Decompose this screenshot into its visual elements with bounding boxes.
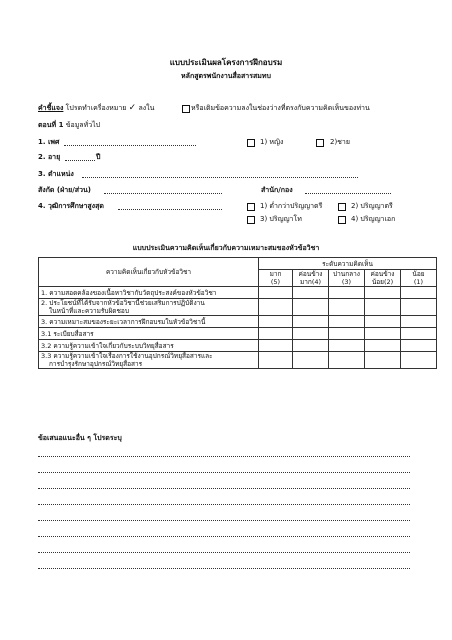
- rating-cell[interactable]: [365, 328, 401, 340]
- edu-doctorate-label: 4) ปริญญาเอก: [351, 215, 396, 223]
- rating-cell[interactable]: [293, 287, 329, 299]
- part1-heading-label: ตอนที่ 1: [38, 121, 64, 129]
- rating-cell[interactable]: [401, 352, 437, 369]
- row-label: 2. ประโยชน์ที่ได้รับจากหัวข้อวิชานี้ช่วยเสริมการปฏิบัติงาน ในหน้าที่และความรับผิดชอบ: [39, 299, 259, 316]
- edu-master-checkbox[interactable]: [247, 216, 255, 224]
- rating-cell[interactable]: [365, 287, 401, 299]
- suggestions-line[interactable]: [38, 488, 410, 489]
- rating-cell[interactable]: [401, 328, 437, 340]
- table-header-row: [39, 258, 437, 270]
- rating-cell[interactable]: [293, 352, 329, 369]
- rating-cell[interactable]: [329, 316, 365, 328]
- rating-cell[interactable]: [293, 316, 329, 328]
- gender-male-checkbox[interactable]: [316, 139, 324, 147]
- rating-cell[interactable]: [401, 316, 437, 328]
- q3-position-label: 3. ตำแหน่ง: [38, 170, 74, 178]
- table-row: [39, 328, 437, 340]
- table-row: [39, 352, 437, 369]
- part1-heading-rest: ข้อมูลทั่วไป: [65, 121, 101, 129]
- evaluation-table: [38, 257, 437, 369]
- rating-cell[interactable]: [329, 352, 365, 369]
- suggestions-line[interactable]: [38, 472, 410, 473]
- level-3-header: ปานกลาง (3): [329, 270, 365, 287]
- rating-cell[interactable]: [259, 316, 293, 328]
- rating-cell[interactable]: [259, 352, 293, 369]
- checkmark-icon: ✓: [128, 103, 137, 113]
- q4-education-label: 4. วุฒิการศึกษาสูงสุด: [38, 202, 104, 210]
- q4-dotted-line: [118, 202, 222, 210]
- form-title: แบบประเมินผลโครงการฝึกอบรม: [169, 58, 283, 67]
- rating-cell[interactable]: [401, 299, 437, 316]
- rating-cell[interactable]: [365, 352, 401, 369]
- table-row: [39, 340, 437, 352]
- suggestions-line[interactable]: [38, 552, 410, 553]
- table-row: [39, 299, 437, 316]
- rating-cell[interactable]: [259, 299, 293, 316]
- rating-cell[interactable]: [365, 340, 401, 352]
- edu-bachelor-label: 2) ปริญญาตรี: [351, 202, 393, 210]
- rating-cell[interactable]: [329, 287, 365, 299]
- rating-cell[interactable]: [401, 340, 437, 352]
- office-input[interactable]: [305, 186, 391, 194]
- edu-bachelor-checkbox[interactable]: [338, 203, 346, 211]
- row-label: 3.3 ความรู้ความเข้าใจเรื่องการใช้งานอุปกรณ์วิทยุสื่อสารและ การบำรุงรักษาอุปกรณ์วิทยุสื่อสาร: [39, 352, 259, 369]
- level-header: ระดับความคิดเห็น: [259, 258, 437, 270]
- rating-cell[interactable]: [401, 287, 437, 299]
- rating-cell[interactable]: [293, 299, 329, 316]
- rating-cell[interactable]: [329, 299, 365, 316]
- rating-cell[interactable]: [259, 340, 293, 352]
- edu-master-label: 3) ปริญญาโท: [260, 215, 302, 223]
- gender-male-label: 2)ชาย: [330, 138, 350, 146]
- q2-age-label: 2. อายุ: [38, 153, 61, 161]
- suggestions-line[interactable]: [38, 504, 410, 505]
- suggestions-line[interactable]: [38, 456, 410, 457]
- age-unit: ปี: [96, 153, 101, 161]
- table-row: [39, 316, 437, 328]
- instructions: [38, 104, 154, 113]
- rating-cell[interactable]: [329, 340, 365, 352]
- affiliation-label: สังกัด (ฝ่าย/ส่วน): [38, 186, 91, 194]
- suggestions-line[interactable]: [38, 520, 410, 521]
- rating-cell[interactable]: [259, 287, 293, 299]
- rating-cell[interactable]: [329, 328, 365, 340]
- q1-dotted-line: [64, 138, 196, 146]
- q1-gender-label: 1. เพศ: [38, 138, 60, 146]
- suggestions-line[interactable]: [38, 536, 410, 537]
- rating-cell[interactable]: [365, 316, 401, 328]
- row-label: 3.2 ความรู้ความเข้าใจเกี่ยวกับระบบวิทยุสื่อสาร: [39, 340, 259, 352]
- rating-cell[interactable]: [365, 299, 401, 316]
- position-input[interactable]: [82, 170, 358, 178]
- form-subtitle: หลักสูตรพนักงานสื่อสารสมทบ: [181, 72, 271, 80]
- row-label: 3.1 ระเบียบสื่อสาร: [39, 328, 259, 340]
- suggestions-label: ข้อเสนอแนะอื่น ๆ โปรดระบุ: [38, 434, 122, 442]
- office-label: สำนัก/กอง: [261, 186, 293, 194]
- row-label: 1. ความสอดคล้องของเนื้อหาวิชากับวัตถุประสงค์ของหัวข้อวิชา: [39, 287, 259, 299]
- instructions-label: คำชี้แจง: [38, 104, 64, 112]
- row-label: 3. ความเหมาะสมของระยะเวลาการฝึกอบรมในหัวข้อวิชานี้: [39, 316, 259, 328]
- instructions-text-3: หรือเติมข้อความลงในช่องว่างที่ตรงกับความคิดเห็นของท่าน: [191, 104, 370, 112]
- level-5-header: มาก (5): [259, 270, 293, 287]
- checkbox-sample-icon: [182, 105, 190, 113]
- rating-cell[interactable]: [293, 340, 329, 352]
- topic-header: ความคิดเห็นเกี่ยวกับหัวข้อวิชา: [39, 258, 259, 287]
- evaluation-title: แบบประเมินความคิดเห็นเกี่ยวกับความเหมาะสมของหัวข้อวิชา: [132, 244, 320, 252]
- gender-female-checkbox[interactable]: [247, 139, 255, 147]
- edu-below-bachelor-label: 1) ต่ำกว่าปริญญาตรี: [260, 202, 323, 210]
- level-2-header: ค่อนข้าง น้อย(2): [365, 270, 401, 287]
- edu-doctorate-checkbox[interactable]: [338, 216, 346, 224]
- rating-cell[interactable]: [259, 328, 293, 340]
- age-input[interactable]: [65, 153, 95, 161]
- instructions-text-2: ลงใน: [138, 104, 155, 112]
- affiliation-input[interactable]: [104, 186, 222, 194]
- suggestions-line[interactable]: [38, 568, 410, 569]
- level-1-header: น้อย (1): [401, 270, 437, 287]
- rating-cell[interactable]: [293, 328, 329, 340]
- edu-below-bachelor-checkbox[interactable]: [247, 203, 255, 211]
- instructions-text-1: โปรดทำเครื่องหมาย: [65, 104, 127, 112]
- table-row: [39, 287, 437, 299]
- gender-female-label: 1) หญิง: [260, 138, 284, 146]
- level-4-header: ค่อนข้าง มาก(4): [293, 270, 329, 287]
- part1-heading: [38, 121, 100, 130]
